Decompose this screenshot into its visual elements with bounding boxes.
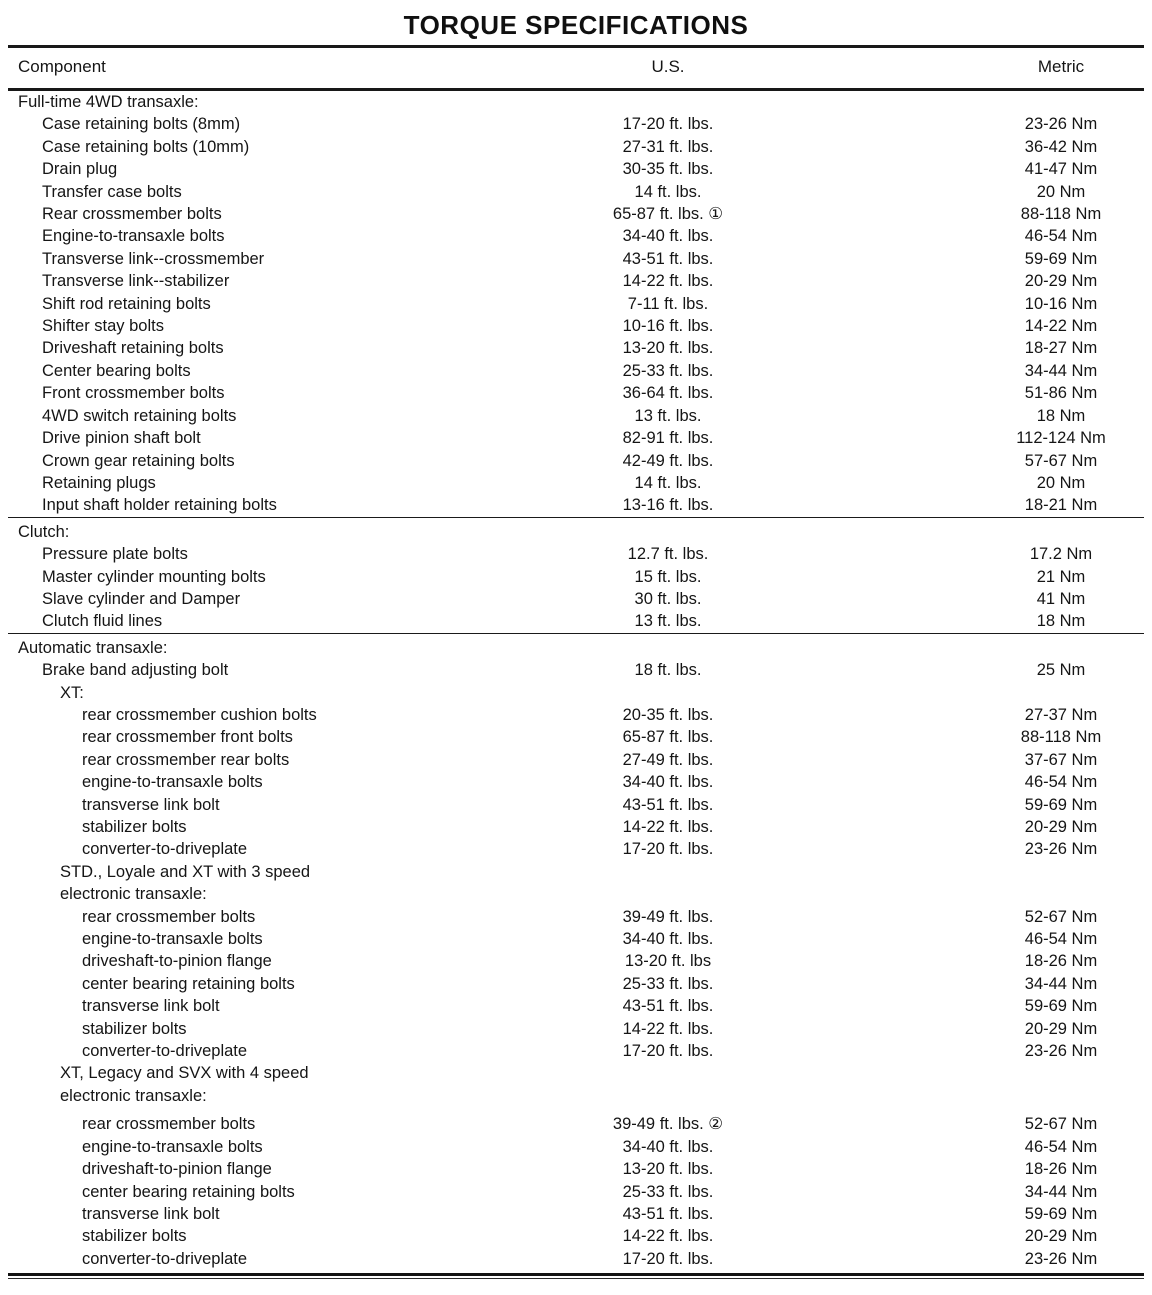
- metric-value-cell: 18-26 Nm: [1024, 1160, 1098, 1179]
- table-row: [8, 659, 1144, 681]
- component-cell: Front crossmember bolts: [42, 384, 225, 403]
- table-row: [8, 136, 1144, 158]
- metric-value-cell: 36-42 Nm: [1024, 137, 1098, 156]
- table-row: [8, 382, 1144, 404]
- table-row: [8, 1225, 1144, 1247]
- us-value-cell: 36-64 ft. lbs.: [622, 384, 714, 403]
- metric-value-cell: 20-29 Nm: [1024, 1227, 1098, 1246]
- metric-value-cell: 18 Nm: [1036, 612, 1086, 631]
- component-cell: transverse link bolt: [82, 997, 220, 1016]
- metric-value-cell: 18-21 Nm: [1024, 496, 1098, 515]
- metric-value-cell: 51-86 Nm: [1024, 384, 1098, 403]
- component-cell: engine-to-transaxle bolts: [82, 773, 263, 792]
- metric-value-cell: 23-26 Nm: [1024, 1249, 1098, 1268]
- component-cell: Master cylinder mounting bolts: [42, 567, 266, 586]
- metric-value-cell: 23-26 Nm: [1024, 115, 1098, 134]
- component-cell: Case retaining bolts (8mm): [42, 115, 241, 134]
- metric-value-cell: 52-67 Nm: [1024, 907, 1098, 926]
- metric-value-cell: 20 Nm: [1036, 182, 1086, 201]
- component-cell: Rear crossmember bolts: [42, 205, 222, 224]
- metric-value-cell: 57-67 Nm: [1024, 451, 1098, 470]
- table-row: [8, 726, 1144, 748]
- table-row: [8, 450, 1144, 472]
- us-value-cell: [498, 1085, 838, 1107]
- metric-value-cell: 46-54 Nm: [1024, 930, 1098, 949]
- table-bottom-rule: [8, 1273, 1144, 1279]
- component-cell: STD., Loyale and XT with 3 speed: [60, 862, 311, 881]
- us-value-cell: 17-20 ft. lbs.: [622, 1249, 714, 1268]
- metric-value-cell: 27-37 Nm: [1024, 705, 1098, 724]
- metric-value-cell: 23-26 Nm: [1024, 1042, 1098, 1061]
- metric-value-cell: 34-44 Nm: [1024, 1182, 1098, 1201]
- us-value-cell: 18 ft. lbs.: [634, 661, 702, 680]
- metric-value-cell: 112-124 Nm: [1016, 429, 1106, 448]
- us-value-cell: 43-51 ft. lbs.: [622, 249, 714, 268]
- metric-value-cell: 20-29 Nm: [1024, 272, 1098, 291]
- component-cell: stabilizer bolts: [82, 1019, 187, 1038]
- table-section-0: [8, 90, 1144, 518]
- metric-value-cell: 25 Nm: [1036, 661, 1086, 680]
- table-row: [8, 1136, 1144, 1158]
- us-value-cell: 14 ft. lbs.: [634, 182, 702, 201]
- table-row: [8, 1158, 1144, 1180]
- component-cell: Engine-to-transaxle bolts: [42, 227, 225, 246]
- us-value-cell: [498, 517, 838, 543]
- us-value-cell: 13 ft. lbs.: [634, 406, 702, 425]
- us-value-cell: 42-49 ft. lbs.: [622, 451, 714, 470]
- metric-value-cell: 46-54 Nm: [1024, 227, 1098, 246]
- us-value-cell: [498, 633, 838, 659]
- section-header-row: [8, 682, 1144, 704]
- section-header-row: [8, 883, 1144, 905]
- metric-value-cell: 59-69 Nm: [1024, 795, 1098, 814]
- section-header-row: [8, 1085, 1144, 1107]
- component-cell: engine-to-transaxle bolts: [82, 1137, 263, 1156]
- component-cell: Shift rod retaining bolts: [42, 294, 211, 313]
- us-value-cell: 17-20 ft. lbs.: [622, 1042, 714, 1061]
- us-value-cell: 14-22 ft. lbs.: [622, 1227, 714, 1246]
- table-row: [8, 816, 1144, 838]
- us-value-cell: [498, 861, 838, 883]
- metric-value-cell: 52-67 Nm: [1024, 1115, 1098, 1134]
- us-value-cell: 39-49 ft. lbs.: [622, 907, 714, 926]
- metric-value-cell: 34-44 Nm: [1024, 361, 1098, 380]
- metric-value-cell: [838, 682, 1144, 704]
- us-value-cell: 34-40 ft. lbs.: [622, 930, 714, 949]
- us-value-cell: 25-33 ft. lbs.: [622, 974, 714, 993]
- us-value-cell: 13-20 ft. lbs: [624, 952, 712, 971]
- component-cell: stabilizer bolts: [82, 818, 187, 836]
- table-row: [8, 973, 1144, 995]
- section-header-row: [8, 633, 1144, 659]
- metric-value-cell: 88-118 Nm: [1020, 728, 1102, 747]
- metric-value-cell: 34-44 Nm: [1024, 974, 1098, 993]
- us-value-cell: [498, 90, 838, 114]
- us-value-cell: 43-51 ft. lbs.: [622, 997, 714, 1016]
- metric-value-cell: 41-47 Nm: [1024, 160, 1098, 179]
- us-value-cell: 43-51 ft. lbs.: [622, 795, 714, 814]
- table-row: [8, 360, 1144, 382]
- component-cell: Clutch fluid lines: [42, 612, 163, 631]
- component-cell: Transfer case bolts: [42, 182, 182, 201]
- component-cell: Drain plug: [42, 160, 118, 179]
- us-value-cell: 27-31 ft. lbs.: [622, 137, 714, 156]
- table-row: [8, 113, 1144, 135]
- table-row: [8, 928, 1144, 950]
- component-cell: Retaining plugs: [42, 473, 156, 492]
- component-cell: driveshaft-to-pinion flange: [82, 1160, 272, 1179]
- us-value-cell: 13-20 ft. lbs.: [622, 1160, 714, 1179]
- us-value-cell: [498, 883, 838, 905]
- metric-value-cell: 41 Nm: [1036, 589, 1086, 608]
- metric-value-cell: 20-29 Nm: [1024, 1019, 1098, 1038]
- component-cell: Case retaining bolts (10mm): [42, 137, 250, 156]
- metric-value-cell: 14-22 Nm: [1024, 317, 1098, 336]
- table-row: [8, 427, 1144, 449]
- us-value-cell: 65-87 ft. lbs.: [622, 728, 714, 747]
- metric-value-cell: [838, 517, 1144, 543]
- metric-value-cell: [838, 861, 1144, 883]
- component-cell: rear crossmember bolts: [82, 1115, 256, 1134]
- component-cell: XT, Legacy and SVX with 4 speed: [60, 1064, 309, 1083]
- table-row: [8, 566, 1144, 588]
- us-value-cell: 20-35 ft. lbs.: [622, 705, 714, 724]
- component-cell: rear crossmember front bolts: [82, 728, 293, 747]
- section-header-row: [8, 90, 1144, 114]
- metric-value-cell: 18 Nm: [1036, 406, 1086, 425]
- metric-value-cell: 20-29 Nm: [1024, 818, 1098, 836]
- us-value-cell: 13-20 ft. lbs.: [622, 339, 714, 358]
- us-value-cell: 14 ft. lbs.: [634, 473, 702, 492]
- us-value-cell: 82-91 ft. lbs.: [622, 429, 714, 448]
- component-cell: XT:: [60, 683, 84, 702]
- component-cell: Driveshaft retaining bolts: [42, 339, 224, 358]
- table-row: [8, 1107, 1144, 1135]
- component-cell: Center bearing bolts: [42, 361, 191, 380]
- metric-value-cell: 37-67 Nm: [1024, 750, 1098, 769]
- table-row: [8, 749, 1144, 771]
- metric-value-cell: [838, 1085, 1144, 1107]
- component-cell: Drive pinion shaft bolt: [42, 429, 201, 448]
- component-cell: rear crossmember cushion bolts: [82, 705, 317, 724]
- table-row: [8, 203, 1144, 225]
- us-value-cell: 34-40 ft. lbs.: [622, 773, 714, 792]
- component-cell: electronic transaxle:: [60, 885, 207, 904]
- us-value-cell: 15 ft. lbs.: [634, 567, 702, 586]
- component-cell: Transverse link--stabilizer: [42, 272, 230, 291]
- component-cell: Shifter stay bolts: [42, 317, 164, 336]
- component-cell: Automatic transaxle:: [8, 633, 498, 659]
- component-cell: Clutch:: [8, 517, 498, 543]
- table-row: [8, 315, 1144, 337]
- us-value-cell: 27-49 ft. lbs.: [622, 750, 714, 769]
- component-cell: Crown gear retaining bolts: [42, 451, 235, 470]
- metric-value-cell: [838, 90, 1144, 114]
- table-row: [8, 270, 1144, 292]
- table-row: [8, 906, 1144, 928]
- table-row: [8, 472, 1144, 494]
- metric-value-cell: 21 Nm: [1036, 567, 1086, 586]
- component-cell: rear crossmember rear bolts: [82, 750, 290, 769]
- table-row: [8, 1203, 1144, 1225]
- us-value-cell: 25-33 ft. lbs.: [622, 361, 714, 380]
- table-header: [8, 47, 1144, 90]
- table-row: [8, 950, 1144, 972]
- component-cell: Brake band adjusting bolt: [42, 661, 229, 680]
- table-row: [8, 181, 1144, 203]
- table-row: [8, 771, 1144, 793]
- metric-value-cell: 88-118 Nm: [1020, 205, 1102, 224]
- component-cell: converter-to-driveplate: [82, 840, 248, 859]
- metric-value-cell: 18-27 Nm: [1024, 339, 1098, 358]
- component-cell: Full-time 4WD transaxle:: [18, 93, 199, 111]
- us-value-cell: 25-33 ft. lbs.: [622, 1182, 714, 1201]
- component-cell: center bearing retaining bolts: [82, 974, 295, 993]
- us-value-cell: 30-35 ft. lbs.: [622, 160, 714, 179]
- us-value-cell: 17-20 ft. lbs.: [622, 840, 714, 859]
- component-cell: Transverse link--crossmember: [42, 249, 265, 268]
- component-cell: engine-to-transaxle bolts: [82, 930, 263, 949]
- metric-value-cell: 18-26 Nm: [1024, 952, 1098, 971]
- table-row: [8, 1040, 1144, 1062]
- table-section-2: [8, 633, 1144, 1270]
- table-row: [8, 1018, 1144, 1040]
- torque-spec-table: [8, 45, 1144, 1270]
- column-header-metric: Metric: [838, 47, 1144, 90]
- us-value-cell: 10-16 ft. lbs.: [622, 317, 714, 336]
- table-row: [8, 293, 1144, 315]
- table-row: [8, 1181, 1144, 1203]
- metric-value-cell: 46-54 Nm: [1024, 773, 1098, 792]
- us-value-cell: 14-22 ft. lbs.: [622, 272, 714, 291]
- us-value-cell: 13 ft. lbs.: [634, 612, 702, 631]
- us-value-cell: 14-22 ft. lbs.: [622, 818, 714, 836]
- page-title: TORQUE SPECIFICATIONS: [403, 10, 749, 40]
- component-cell: 4WD switch retaining bolts: [42, 406, 237, 425]
- table-row: [8, 248, 1144, 270]
- us-value-cell: 43-51 ft. lbs.: [622, 1204, 714, 1223]
- us-value-cell: [498, 1062, 838, 1084]
- component-cell: Pressure plate bolts: [42, 545, 188, 564]
- component-cell: electronic transaxle:: [60, 1086, 207, 1105]
- table-row: [8, 1248, 1144, 1270]
- metric-value-cell: 59-69 Nm: [1024, 997, 1098, 1016]
- table-section-1: [8, 517, 1144, 633]
- component-cell: rear crossmember bolts: [82, 907, 256, 926]
- table-row: [8, 543, 1144, 565]
- section-header-row: [8, 861, 1144, 883]
- us-value-cell: 65-87 ft. lbs. ①: [612, 205, 724, 224]
- metric-value-cell: 46-54 Nm: [1024, 1137, 1098, 1156]
- table-row: [8, 838, 1144, 860]
- us-value-cell: 7-11 ft. lbs.: [627, 294, 709, 313]
- metric-value-cell: 59-69 Nm: [1024, 1204, 1098, 1223]
- us-value-cell: 39-49 ft. lbs. ②: [612, 1115, 724, 1134]
- header-row: [8, 47, 1144, 90]
- section-header-row: [8, 1062, 1144, 1084]
- metric-value-cell: 59-69 Nm: [1024, 249, 1098, 268]
- table-row: [8, 610, 1144, 633]
- component-cell: converter-to-driveplate: [82, 1249, 248, 1268]
- us-value-cell: 34-40 ft. lbs.: [622, 227, 714, 246]
- table-row: [8, 158, 1144, 180]
- metric-value-cell: [838, 1062, 1144, 1084]
- table-row: [8, 225, 1144, 247]
- column-header-us: U.S.: [498, 47, 838, 90]
- table-row: [8, 588, 1144, 610]
- table-row: [8, 704, 1144, 726]
- metric-value-cell: 10-16 Nm: [1024, 294, 1098, 313]
- component-cell: stabilizer bolts: [82, 1227, 187, 1246]
- us-value-cell: 17-20 ft. lbs.: [622, 115, 714, 134]
- component-cell: Slave cylinder and Damper: [42, 589, 241, 608]
- section-header-row: [8, 517, 1144, 543]
- table-row: [8, 337, 1144, 359]
- table-row: [8, 794, 1144, 816]
- us-value-cell: 12.7 ft. lbs.: [627, 545, 709, 564]
- component-cell: transverse link bolt: [82, 1204, 220, 1223]
- us-value-cell: [498, 682, 838, 704]
- metric-value-cell: 17.2 Nm: [1029, 545, 1093, 564]
- us-value-cell: 13-16 ft. lbs.: [622, 496, 714, 515]
- metric-value-cell: [838, 883, 1144, 905]
- component-cell: transverse link bolt: [82, 795, 220, 814]
- us-value-cell: 14-22 ft. lbs.: [622, 1019, 714, 1038]
- component-cell: driveshaft-to-pinion flange: [82, 952, 272, 971]
- component-cell: Input shaft holder retaining bolts: [42, 496, 277, 515]
- component-cell: converter-to-driveplate: [82, 1042, 248, 1061]
- table-row: [8, 995, 1144, 1017]
- table-row: [8, 405, 1144, 427]
- column-header-component: Component: [8, 47, 498, 90]
- component-cell: center bearing retaining bolts: [82, 1182, 295, 1201]
- us-value-cell: 34-40 ft. lbs.: [622, 1137, 714, 1156]
- metric-value-cell: [838, 633, 1144, 659]
- us-value-cell: 30 ft. lbs.: [634, 589, 702, 608]
- table-row: [8, 494, 1144, 517]
- metric-value-cell: 20 Nm: [1036, 473, 1086, 492]
- metric-value-cell: 23-26 Nm: [1024, 840, 1098, 859]
